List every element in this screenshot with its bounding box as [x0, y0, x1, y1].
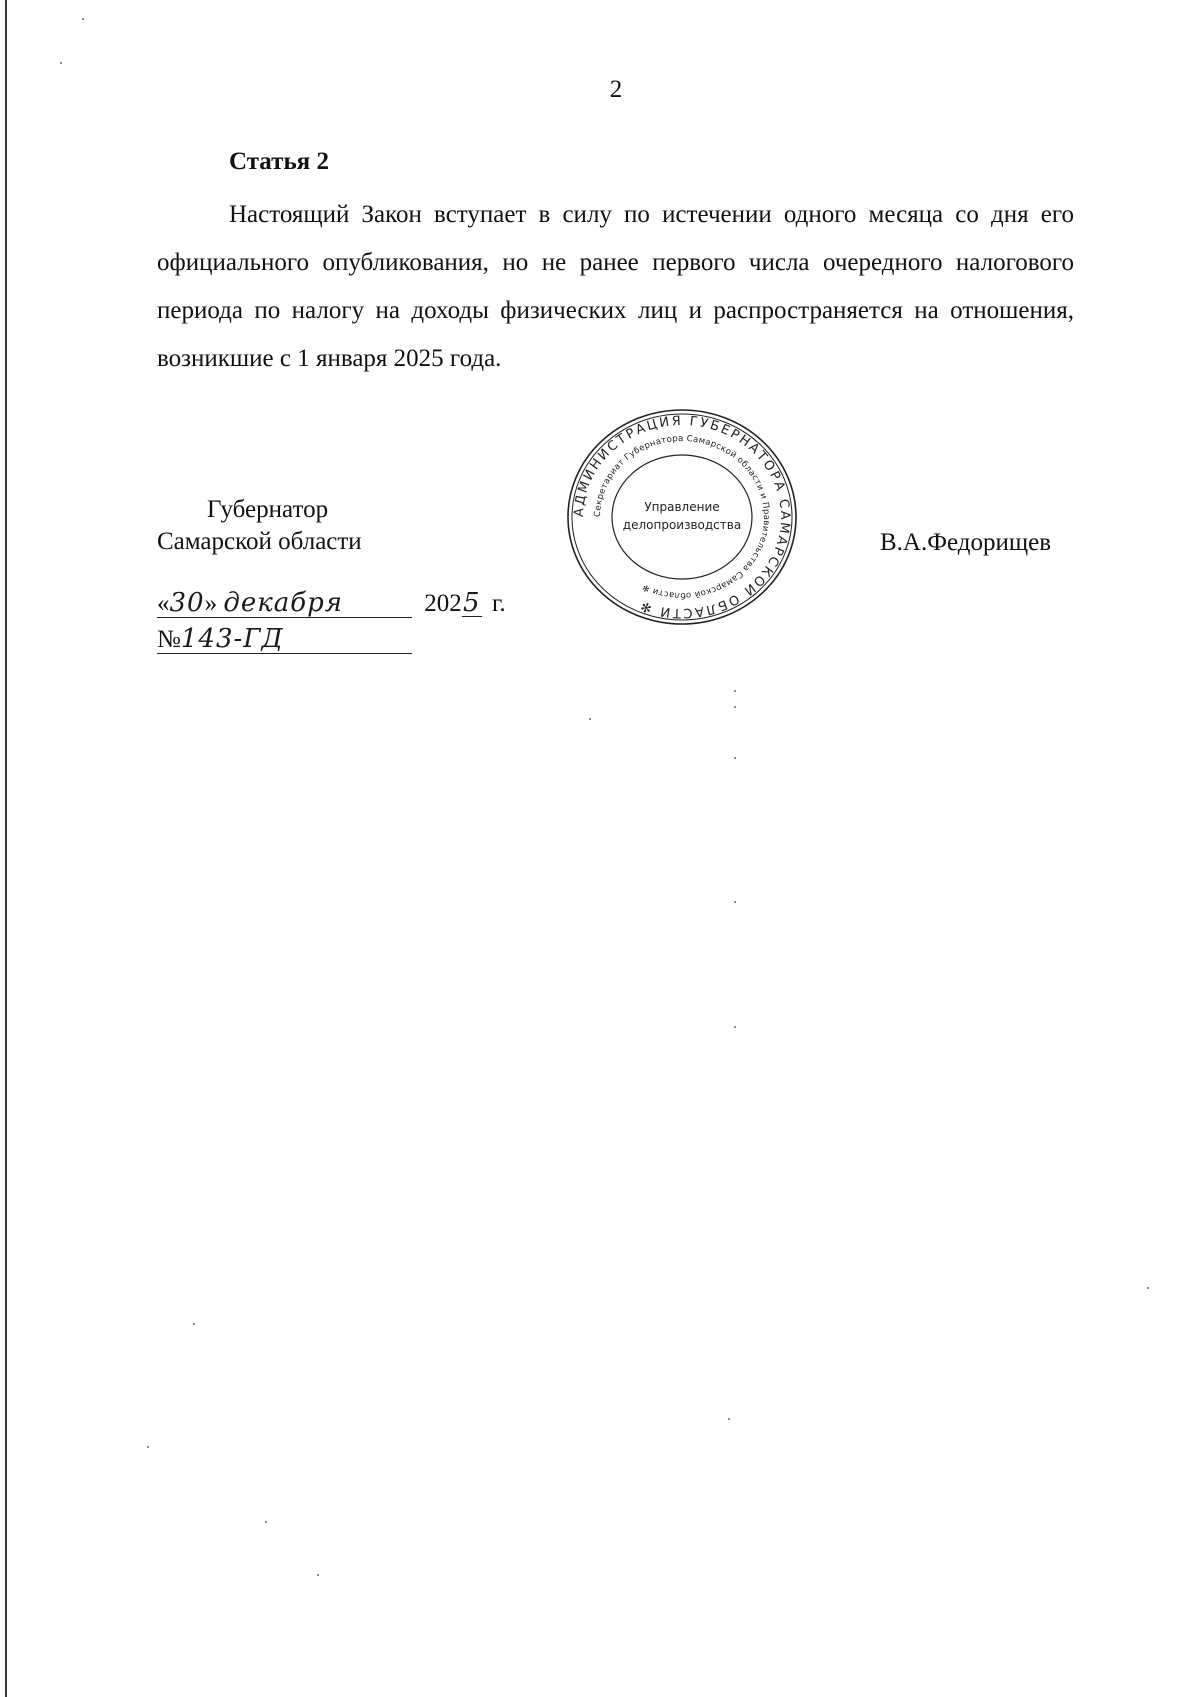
- signatory-name: В.А.Федорищев: [880, 529, 1051, 556]
- official-seal: [562, 405, 802, 630]
- date-year-prefix: 202: [424, 590, 462, 617]
- scan-speck: [734, 901, 736, 903]
- scan-speck: [82, 18, 84, 20]
- scan-speck: [265, 1521, 267, 1523]
- scan-speck: [734, 757, 736, 759]
- number-prefix: №: [157, 626, 181, 653]
- law-number: [157, 626, 506, 662]
- scan-speck: [193, 1323, 195, 1325]
- number-value: 143-ГД: [180, 624, 284, 654]
- date-year-suffix: г.: [492, 590, 506, 617]
- date-month: декабря: [223, 588, 343, 618]
- signatory-title-line2: Самарской области: [157, 528, 362, 555]
- page-edge: [5, 0, 7, 1697]
- date-open-quote: «: [157, 590, 170, 617]
- signatory-title-line1: Губернатор: [207, 496, 329, 523]
- scan-speck: [1147, 1287, 1149, 1289]
- date-year-digit: 5: [462, 588, 481, 618]
- date-day: 30: [169, 588, 205, 618]
- scan-speck: [734, 1026, 736, 1028]
- date-close-quote: »: [204, 590, 218, 617]
- scan-speck: [147, 1446, 149, 1448]
- seal-inner-text: Секретариат Губернатора Самарской области и Правительства Самарской области ✻: [592, 433, 772, 601]
- scan-speck: [728, 1418, 730, 1420]
- article-heading: Статья 2: [229, 148, 329, 175]
- signatory-title: [157, 494, 407, 558]
- scan-speck: [734, 690, 736, 692]
- law-date: [157, 590, 506, 626]
- page-number: 2: [609, 76, 623, 103]
- date-underline: [157, 590, 412, 618]
- scan-speck: [317, 1574, 319, 1576]
- seal-outer-text: АДМИНИСТРАЦИЯ ГУБЕРНАТОРА САМАРСКОЙ ОБЛАСТИ ✻: [571, 413, 793, 621]
- number-underline: [157, 626, 412, 654]
- scan-speck: [60, 62, 62, 64]
- scan-speck: [589, 718, 591, 720]
- scan-speck: [734, 706, 736, 708]
- article-text: Настоящий Закон вступает в силу по истечении одного месяца со дня его официального опубликования, но не ранее первого числа очередного налогового периода по налогу на доходы физических лиц и распространяется на отношения, возникшие с 1 января 2025 года.: [157, 201, 1074, 372]
- law-date-and-number: [157, 590, 506, 662]
- seal-center-line1: Управление: [644, 500, 720, 514]
- seal-center-line2: делопроизводства: [622, 518, 742, 532]
